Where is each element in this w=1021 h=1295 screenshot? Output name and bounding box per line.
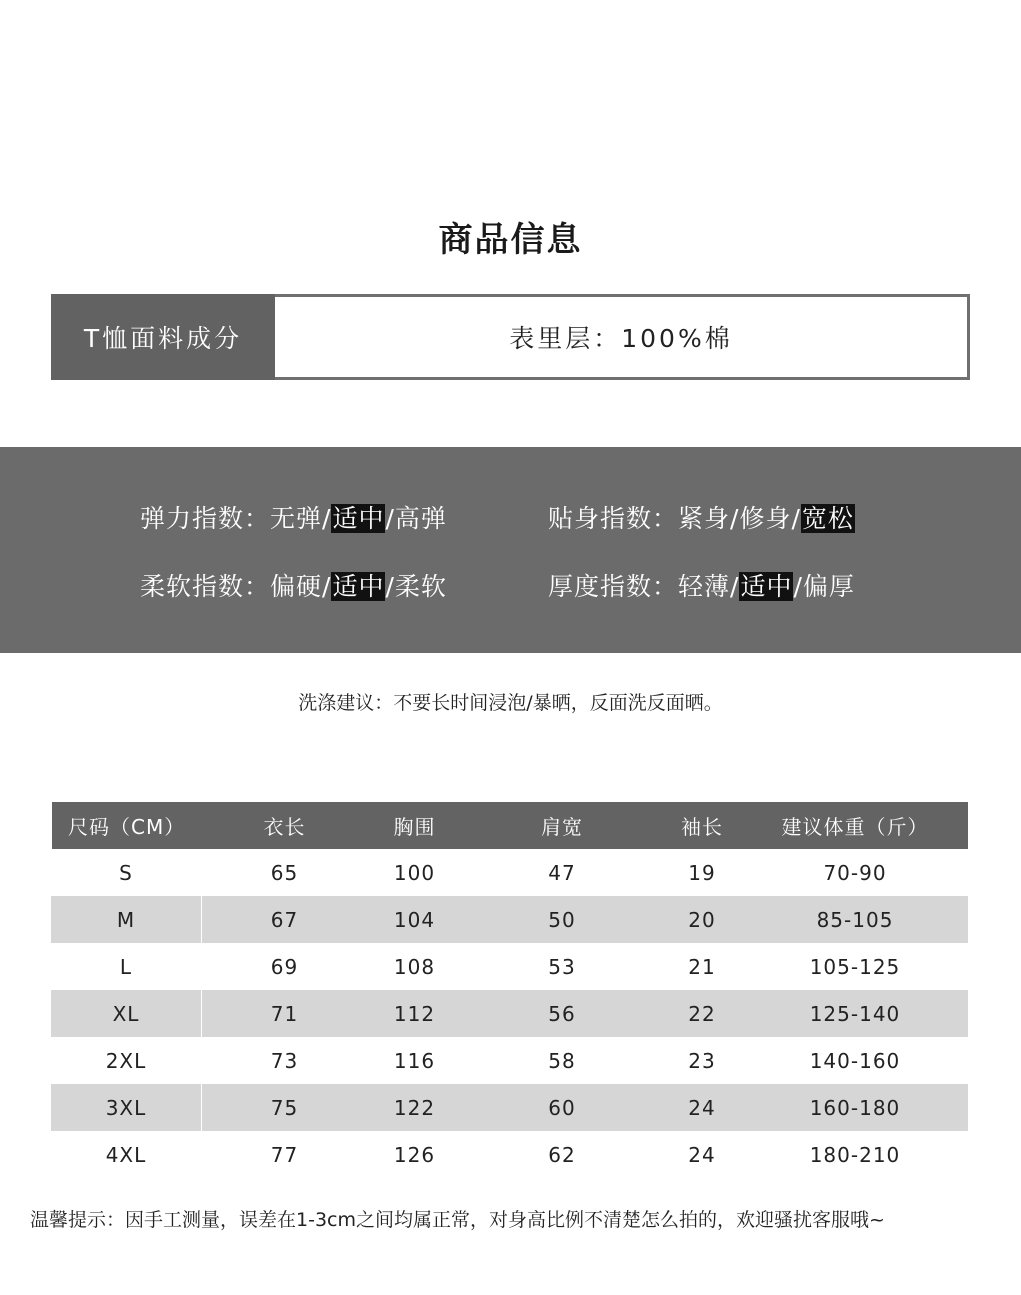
fabric-value: 表里层：100%棉 [275, 294, 970, 380]
index-option: 无弹 [270, 504, 323, 533]
table-cell: L [119, 954, 133, 979]
table-cell: 67 [202, 896, 367, 943]
table-cell: 75 [202, 1084, 367, 1131]
table-cell: 160-180 [742, 1084, 968, 1131]
table-cell: 58 [548, 1048, 576, 1073]
index-thickness [548, 567, 855, 603]
separator: / [793, 572, 803, 601]
column-header: 衣长 [202, 802, 367, 849]
table-cell: 21 [688, 954, 716, 979]
index-option: 高弹 [394, 504, 447, 533]
column-header: 尺码（CM） [52, 802, 202, 849]
table-cell: 2XL [105, 1048, 147, 1073]
index-option: 适中 [332, 504, 385, 533]
index-name: 柔软指数： [140, 572, 271, 601]
index-option: 偏厚 [802, 572, 855, 601]
table-cell: S [119, 860, 133, 885]
table-cell: 112 [367, 990, 462, 1037]
table-cell: 126 [393, 1142, 436, 1167]
table-row [52, 990, 968, 1037]
table-row [52, 1037, 968, 1084]
column-header: 袖长 [662, 802, 742, 849]
index-name: 弹力指数： [140, 504, 271, 533]
table-cell: 100 [393, 860, 436, 885]
table-cell: 3XL [51, 1084, 201, 1131]
table-cell: 47 [548, 860, 576, 885]
table-cell: XL [51, 990, 201, 1037]
index-option: 柔软 [394, 572, 447, 601]
table-row [52, 1131, 968, 1178]
table-cell: 20 [662, 896, 742, 943]
index-option: 紧身 [678, 504, 731, 533]
table-cell: 23 [688, 1048, 716, 1073]
table-cell: 180-210 [809, 1142, 901, 1167]
index-option: 适中 [740, 572, 793, 601]
table-row [52, 1084, 968, 1131]
size-table-header [52, 802, 968, 849]
index-option: 修身 [739, 504, 792, 533]
table-cell: 70-90 [823, 860, 887, 885]
index-softness [140, 567, 447, 603]
table-cell: 85-105 [742, 896, 968, 943]
page-title: 商品信息 [438, 220, 583, 260]
index-fit [548, 499, 855, 535]
separator: / [385, 572, 395, 601]
table-cell: 116 [393, 1048, 436, 1073]
table-row [52, 896, 968, 943]
size-table-body [52, 849, 968, 1178]
column-header: 胸围 [367, 802, 462, 849]
separator: / [322, 504, 332, 533]
index-panel [0, 447, 1021, 653]
index-option: 轻薄 [678, 572, 731, 601]
column-header: 肩宽 [462, 802, 662, 849]
table-cell: 105-125 [809, 954, 901, 979]
table-cell: M [51, 896, 201, 943]
size-table [52, 802, 968, 1178]
table-cell: 53 [548, 954, 576, 979]
wash-advice: 洗涤建议：不要长时间浸泡/暴晒，反面洗反面晒。 [298, 692, 723, 714]
table-cell: 77 [270, 1142, 299, 1167]
table-cell: 60 [462, 1084, 662, 1131]
table-cell: 24 [688, 1142, 716, 1167]
table-cell: 65 [270, 860, 299, 885]
fabric-label: T恤面料成分 [51, 294, 275, 380]
table-cell: 56 [462, 990, 662, 1037]
table-cell: 19 [688, 860, 716, 885]
index-option: 偏硬 [270, 572, 323, 601]
table-row [52, 943, 968, 990]
index-name: 厚度指数： [548, 572, 679, 601]
table-cell: 73 [270, 1048, 299, 1073]
separator: / [385, 504, 395, 533]
table-cell: 62 [548, 1142, 576, 1167]
table-cell: 71 [202, 990, 367, 1037]
table-cell: 69 [270, 954, 299, 979]
measurement-tip: 温馨提示：因手工测量，误差在1-3cm之间均属正常，对身高比例不清楚怎么拍的，欢迎骚扰客服哦~ [30, 1209, 885, 1231]
separator: / [730, 572, 740, 601]
index-option: 适中 [332, 572, 385, 601]
table-cell: 140-160 [809, 1048, 901, 1073]
table-cell: 22 [662, 990, 742, 1037]
table-cell: 108 [393, 954, 436, 979]
table-cell: 24 [662, 1084, 742, 1131]
separator: / [730, 504, 740, 533]
table-cell: 125-140 [742, 990, 968, 1037]
separator: / [322, 572, 332, 601]
index-name: 贴身指数： [548, 504, 679, 533]
fabric-composition [51, 294, 970, 380]
table-cell: 104 [367, 896, 462, 943]
table-cell: 50 [462, 896, 662, 943]
index-option: 宽松 [801, 504, 854, 533]
table-cell: 4XL [105, 1142, 147, 1167]
table-row [52, 849, 968, 896]
column-header: 建议体重（斤） [742, 802, 968, 849]
index-elasticity [140, 499, 447, 535]
separator: / [791, 504, 801, 533]
table-cell: 122 [367, 1084, 462, 1131]
